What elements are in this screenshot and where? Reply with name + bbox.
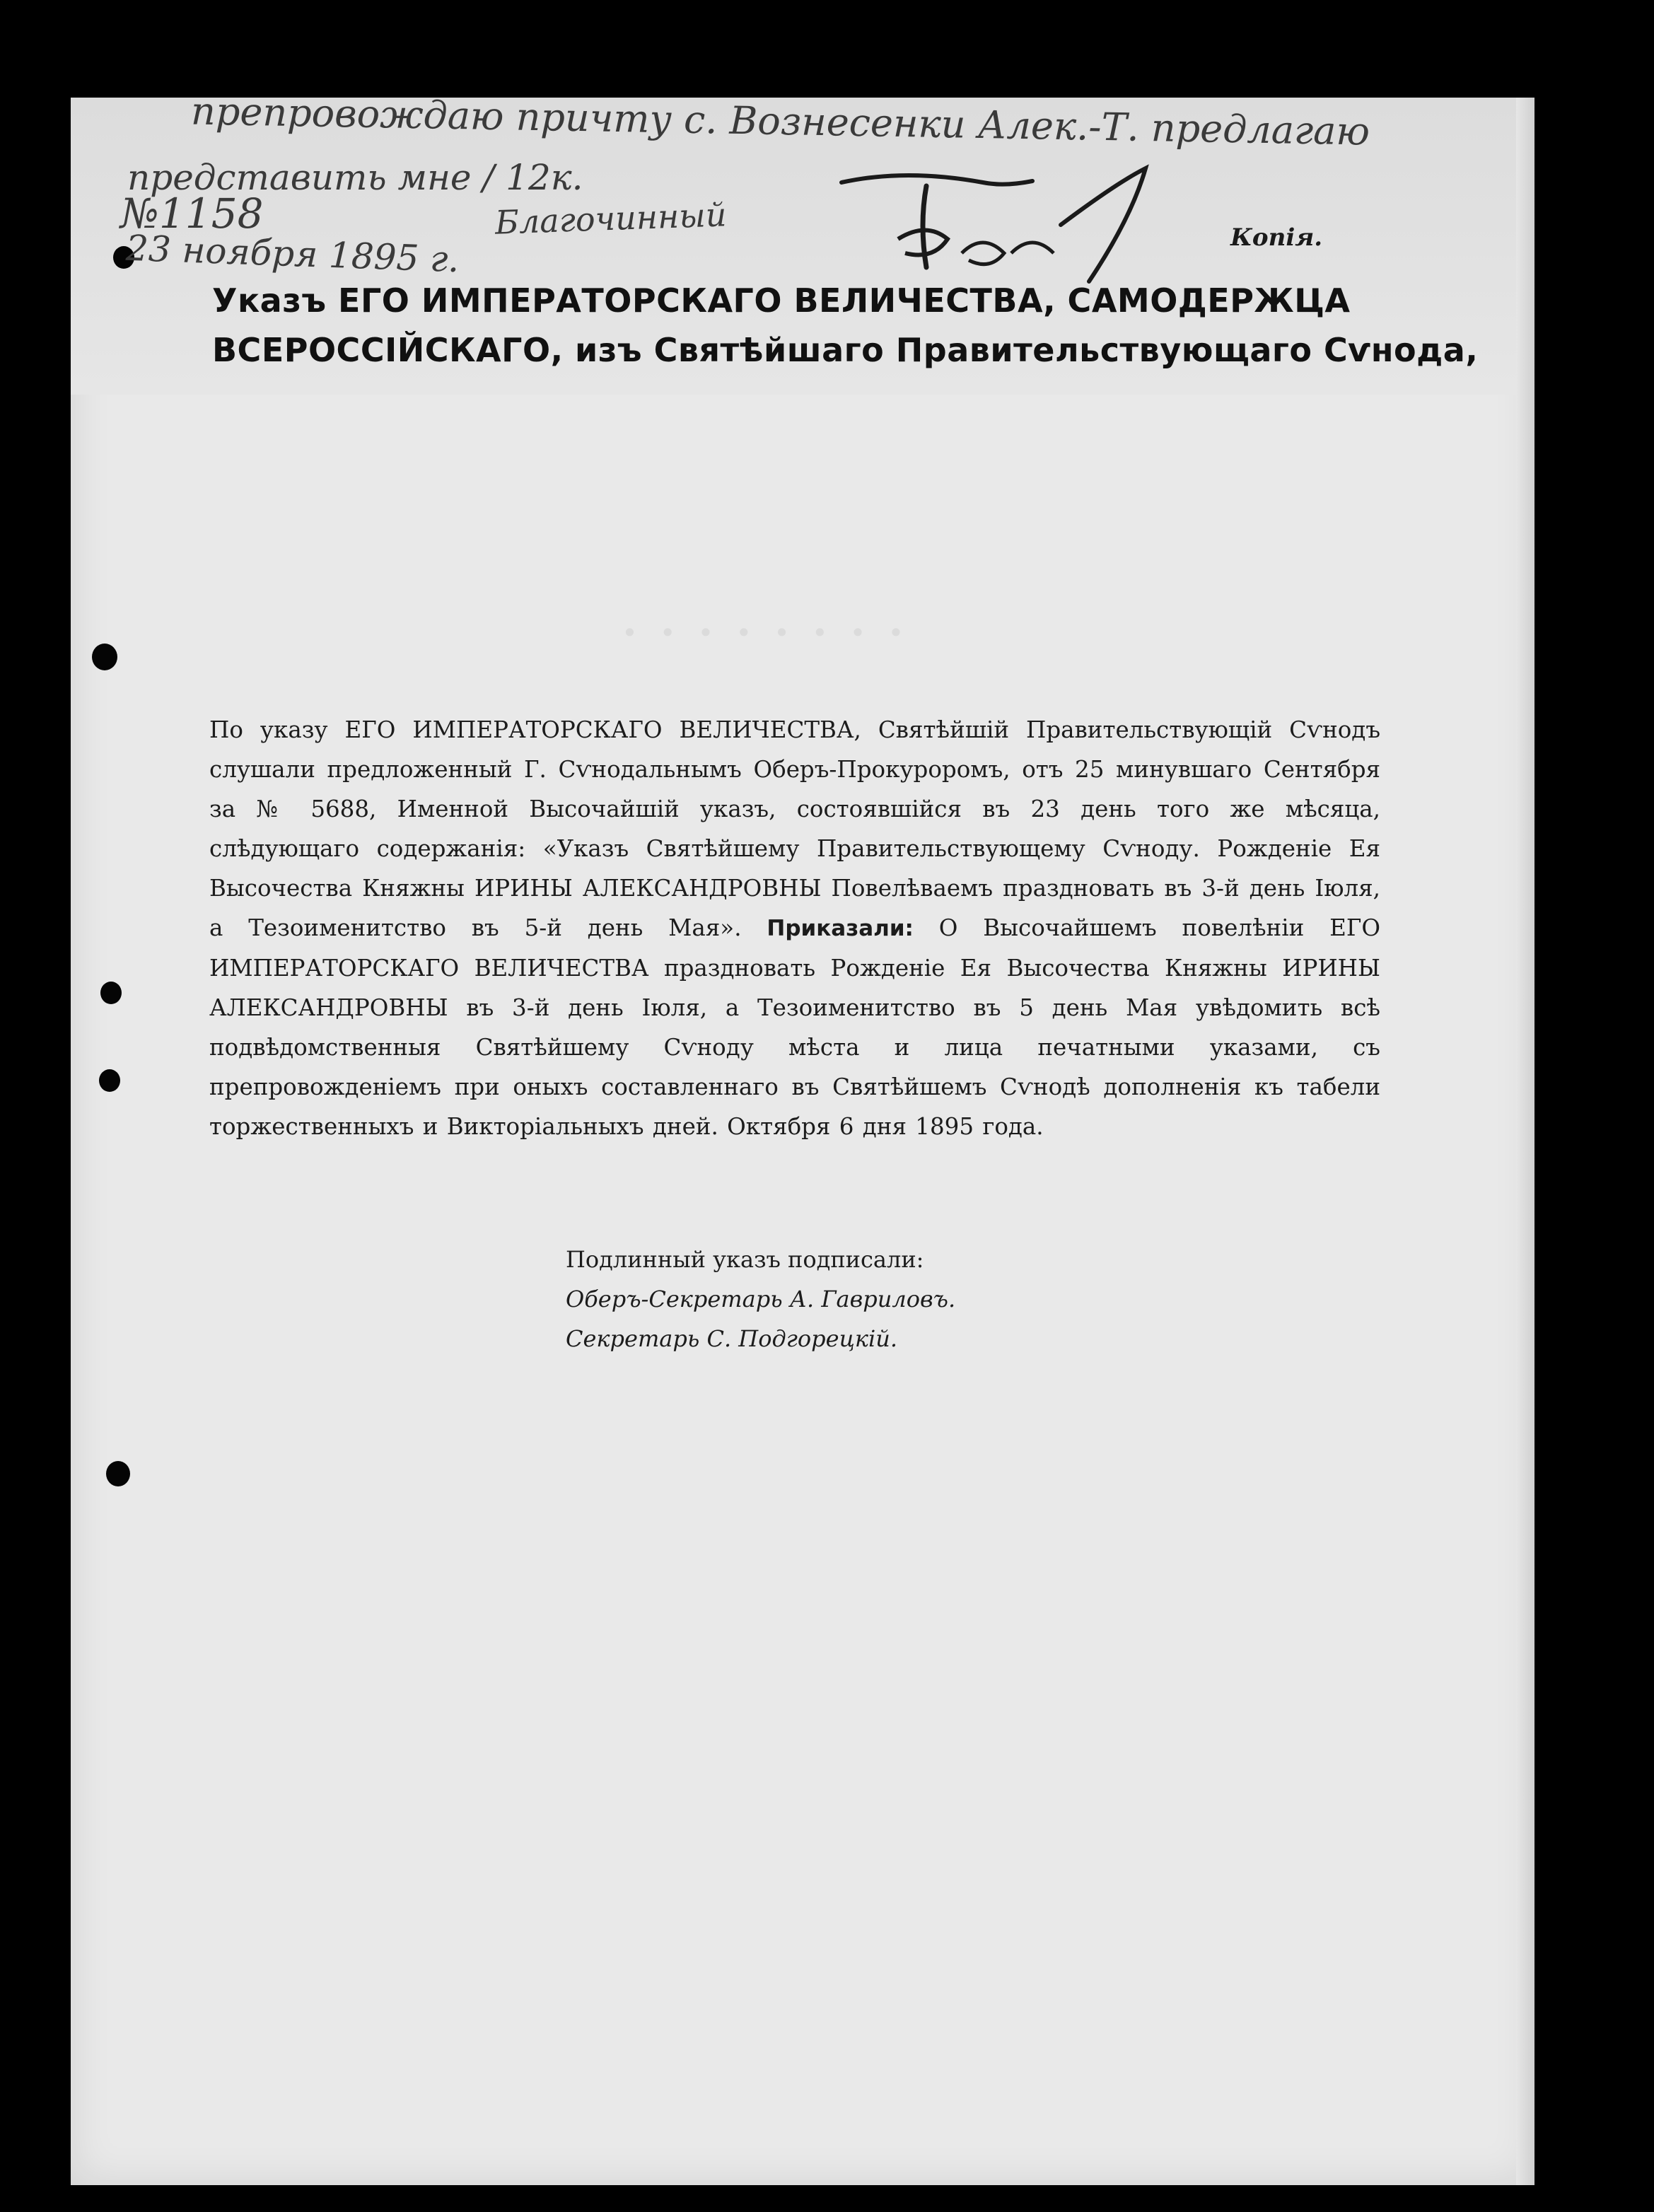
sheet-edge <box>1516 98 1534 2185</box>
decree-body-part2: О Высочайшемъ повелѣніи ЕГО ИМПЕРАТОРСКАГО ВЕЛИЧЕСТВА праздновать Рожденіе Ея Высочества Княжны ИРИНЫ АЛЕКСАНДРОВНЫ въ 3-й день Іюля, а Тезоименитство въ 5 день Мая увѣдомить всѣ подвѣдомственныя Святѣйшему Сѵноду мѣста и лица печатными указами, съ препровожденіемъ при оныхъ составленнаго въ Святѣйшемъ Сѵнодѣ дополненія къ табели торжественныхъ и Викторіальныхъ дней. Октября 6 дня 1895 года. <box>209 914 1380 1140</box>
punch-hole <box>99 1069 120 1092</box>
decree-body <box>209 710 1380 1146</box>
handwritten-dean-title: Благочинный <box>494 195 728 242</box>
signer-chief-secretary: Оберъ-Секретарь А. Гавриловъ. <box>566 1286 956 1312</box>
copy-label: Копія. <box>1230 223 1323 252</box>
decree-body-part1: По указу ЕГО ИМПЕРАТОРСКАГО ВЕЛИЧЕСТВА, Святѣйшій Правительствующій Сѵнодъ слушали предложенный Г. Сѵнодальнымъ Оберъ-Прокуроромъ, отъ 25 минувшаго Сентября за № 5688, Именной Высочайшій указъ, состоявшійся въ 23 день того же мѣсяца, слѣдующаго содержанія: «Указъ Святѣйшему Правительствующему Сѵноду. Рожденіе Ея Высочества Княжны ИРИНЫ АЛЕКСАНДРОВНЫ Повелѣваемъ праздновать въ 3-й день Іюля, а Тезоименитство въ 5-й день Мая». <box>209 716 1380 941</box>
signature-image <box>820 154 1174 289</box>
punch-hole <box>100 982 122 1004</box>
handwritten-date: 23 ноября 1895 г. <box>125 227 460 281</box>
handwritten-number: №1158 <box>120 190 264 238</box>
handwritten-note-line1: препровождаю причту с. Вознесенки Алек.-Т. предлагаю <box>190 88 1370 154</box>
decree-title-line1: Указъ ЕГО ИМПЕРАТОРСКАГО ВЕЛИЧЕСТВА, САМОДЕРЖЦА <box>212 281 1351 320</box>
punch-hole <box>92 644 117 670</box>
decree-title-line2: ВСЕРОССІЙСКАГО, изъ Святѣйшаго Правительствующаго Сѵнода, <box>212 331 1479 369</box>
signer-secretary: Секретарь С. Подгорецкій. <box>566 1325 898 1352</box>
signers-intro: Подлинный указъ подписали: <box>566 1246 924 1273</box>
punch-hole <box>106 1461 130 1486</box>
bleed-through-stamp: · · · · · · · · <box>622 608 908 658</box>
handwritten-note-line2: представить мне / 12к. <box>127 157 583 198</box>
signers-block <box>566 1246 955 1365</box>
decree-ordered-label: Приказали: <box>767 916 914 941</box>
